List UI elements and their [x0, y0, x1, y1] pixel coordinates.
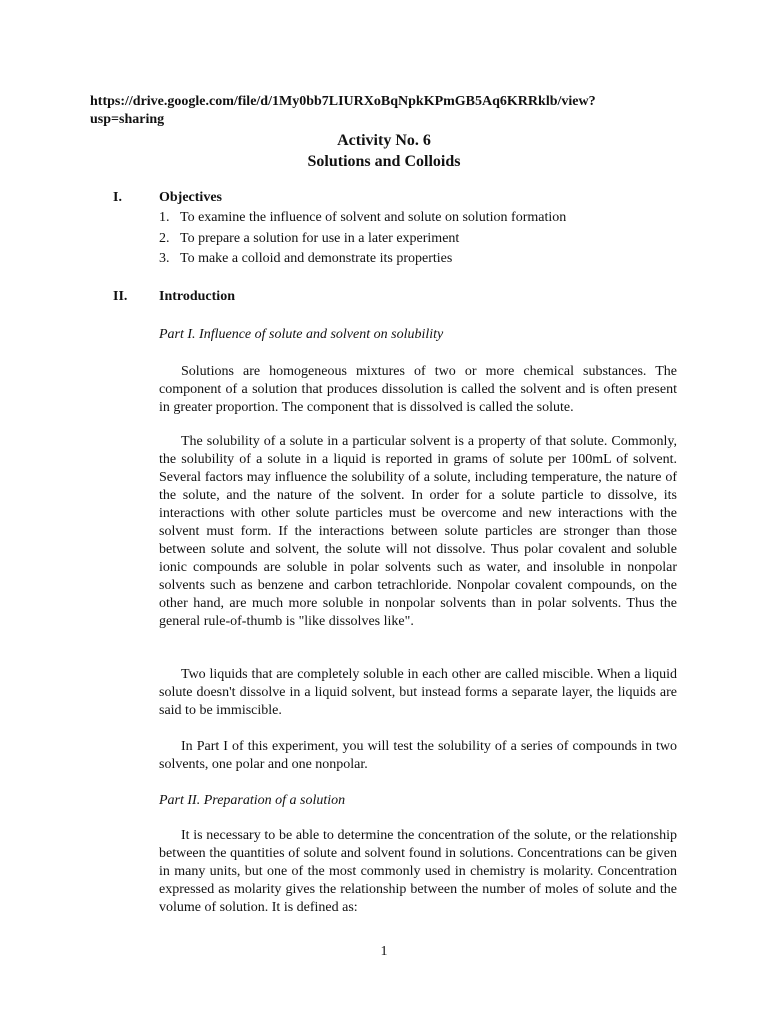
list-item [159, 229, 629, 250]
part1-heading: Part I. Influence of solute and solvent on solubility [159, 327, 444, 342]
objectives-heading: Objectives [159, 190, 222, 205]
list-item-text: To make a colloid and demonstrate its properties [180, 251, 453, 266]
objectives-section-number: I. [113, 190, 122, 205]
activity-subtitle: Solutions and Colloids [307, 153, 461, 170]
list-item-number: 3. [159, 251, 170, 266]
introduction-section-number: II. [113, 289, 128, 304]
list-item-text: To prepare a solution for use in a later experiment [180, 230, 460, 246]
part2-heading: Part II. Preparation of a solution [159, 793, 346, 808]
activity-title: Activity No. 6 [337, 132, 431, 149]
paragraph: The solubility of a solute in a particular solvent is a property of that solute. Commonly, the solubility of a solute in a liquid is reported in grams of solute per 100mL of solvent. Several factors may influence the solubility of a solute, including temperature, the nature of the solute, and the nature of the solvent. In order for a solute particle to dissolve, its interactions with other solute particles must be overcome and new interactions with the solvent must form. If the interactions between solute particles are stronger than those between solute and solvent, the solute will not dissolve. Thus polar covalent and soluble ionic compounds are soluble in polar solvents such as water, and insoluble in nonpolar solvents such as benzene and carbon tetrachloride. Nonpolar covalent compounds, on the other hand, are much more soluble in nonpolar solvents than in polar solvents. Thus the general rule-of-thumb is "like dissolves like". [159, 434, 677, 629]
list-item-text: To examine the influence of solvent and solute on solution formation [180, 210, 567, 225]
drive-link-url[interactable]: https://drive.google.com/file/d/1My0bb7LIURXoBqNpkKPmGB5Aq6KRRklb/view?usp=sharing [90, 94, 596, 127]
paragraph: In Part I of this experiment, you will test the solubility of a series of compounds in two solvents, one polar and one nonpolar. [159, 739, 677, 772]
page-number: 1 [380, 944, 388, 959]
objectives-list [159, 208, 629, 270]
list-item [159, 249, 629, 270]
paragraph: It is necessary to be able to determine the concentration of the solute, or the relationship between the quantities of solute and solvent found in solutions. Concentrations can be given in many units, but one of the most commonly used in chemistry is molarity. Concentration expressed as molarity gives the relationship between the number of moles of solute and the volume of solution. It is defined as: [159, 828, 677, 915]
paragraph: Solutions are homogeneous mixtures of two or more chemical substances. The component of a solution that produces dissolution is called the solvent and is often present in greater proportion. The component that is dissolved is called the solute. [159, 364, 677, 415]
paragraph: Two liquids that are completely soluble in each other are called miscible. When a liquid solute doesn't dissolve in a liquid solvent, but instead forms a separate layer, the liquids are said to be immiscible. [159, 667, 677, 718]
list-item [159, 208, 629, 229]
introduction-heading: Introduction [159, 289, 235, 304]
list-item-number: 1. [159, 210, 170, 225]
list-item-number: 2. [159, 230, 170, 246]
